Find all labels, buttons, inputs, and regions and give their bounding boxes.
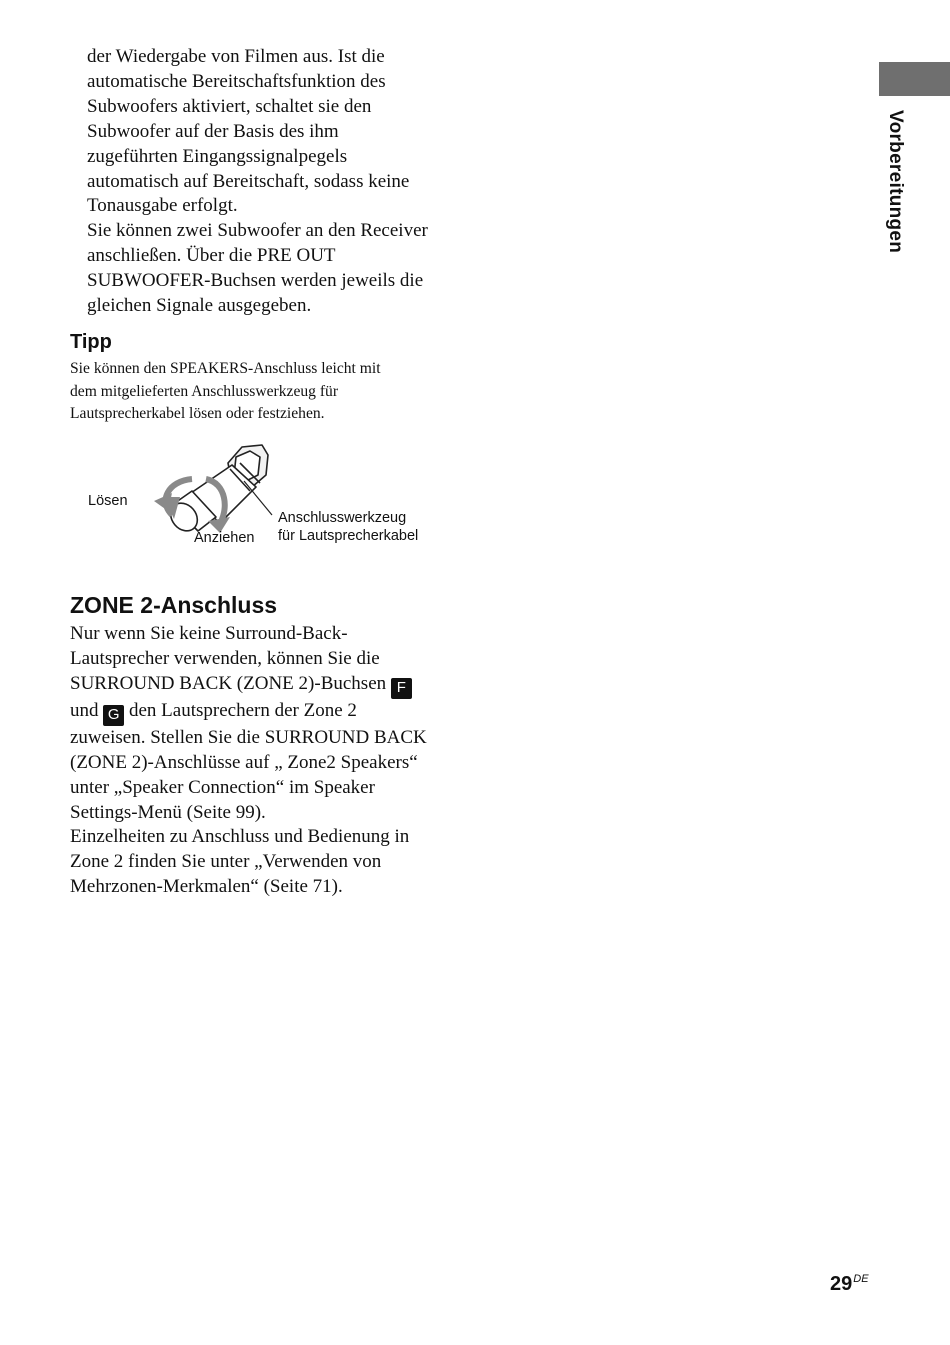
text-line: Subwoofer auf der Basis des ihm [87,120,339,142]
page-number-value: 29 [830,1273,853,1295]
section-tab [879,62,950,96]
text-line: Einzelheiten zu Anschluss und Bedienung in [70,826,410,848]
text-segment: SURROUND BACK (ZONE 2)-Buchsen [70,672,387,694]
text-line: Subwoofers aktiviert, schaltet sie den [87,95,372,117]
text-line: unter „Speaker Connection“ im Speaker [70,776,375,798]
text-line: Tonausgabe erfolgt. [87,195,238,217]
page-number [830,1273,869,1296]
text-line: zugeführten Eingangssignalpegels [87,145,348,167]
jack-key-g: G [103,705,124,726]
text-line: Sie können den SPEAKERS-Anschluss leicht mit [70,360,381,377]
text-line: gleichen Signale ausgegeben. [87,295,312,317]
text-segment: den Lautsprechern der Zone 2 [129,699,357,721]
text-line: anschließen. Über die PRE OUT [87,245,336,267]
text-line: Lautsprecher verwenden, können Sie die [70,647,380,669]
tip-heading: Tipp [70,331,112,353]
text-line: (ZONE 2)-Anschlüsse auf „ Zone2 Speakers“ [70,751,418,773]
tool-illustration [80,435,460,555]
text-line: Mehrzonen-Merkmalen“ (Seite 71). [70,876,343,898]
text-line: der Wiedergabe von Filmen aus. Ist die [87,46,385,67]
zone2-heading: ZONE 2-Anschluss [70,592,278,618]
zone2-paragraph [70,622,427,900]
tool-label-line2: für Lautsprecherkabel [278,528,419,544]
text-line: dem mitgelieferten Anschlusswerkzeug für [70,382,339,400]
text-line: SUBWOOFER-Buchsen werden jeweils die [87,270,424,292]
loosen-label: Lösen [88,493,128,509]
tip-text [70,358,381,426]
text-line: Nur wenn Sie keine Surround-Back- [70,623,348,644]
text-line: Lautsprecherkabel lösen oder festziehen. [70,405,325,422]
text-segment: und [70,699,99,721]
tighten-label: Anziehen [194,530,255,546]
text-line: automatische Bereitschaftsfunktion des [87,70,386,92]
text-line: automatisch auf Bereitschaft, sodass keine [87,170,410,192]
text-line: Settings-Menü (Seite 99). [70,801,266,823]
text-line: Zone 2 finden Sie unter „Verwenden von [70,851,382,873]
text-line [70,699,427,726]
text-line: Sie können zwei Subwoofer an den Receiver [87,220,428,242]
text-line: zuweisen. Stellen Sie die SURROUND BACK [70,726,427,748]
tool-label-line1: Anschlusswerkzeug [278,510,407,526]
text-line [70,672,427,699]
intro-paragraph [87,45,428,319]
section-label: Vorbereitungen [885,110,906,254]
page-language-suffix: DE [853,1273,869,1285]
jack-key-f: F [391,678,412,699]
